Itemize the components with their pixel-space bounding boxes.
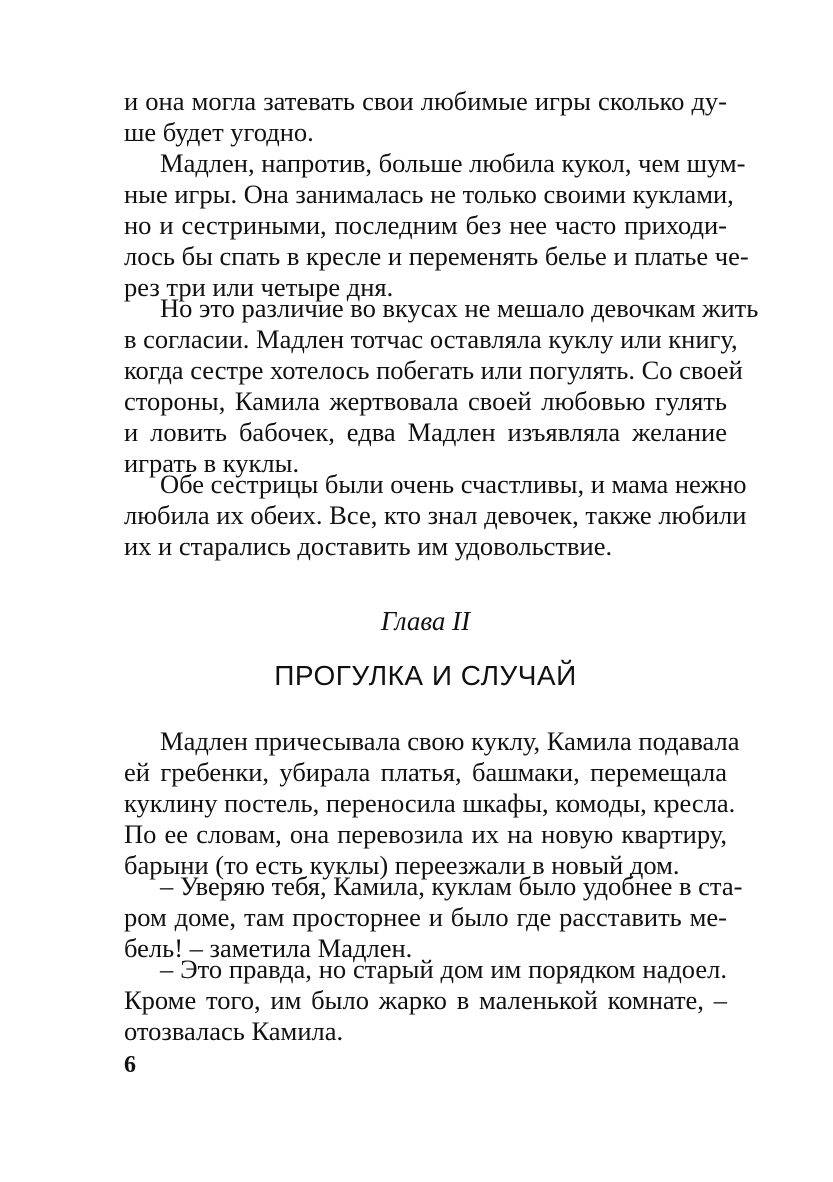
paragraph-line: любила их обеих. Все, кто знал девочек, также любили	[124, 500, 747, 530]
paragraph-line: рез три или четыре дня.	[124, 272, 394, 302]
paragraph-line: Обе сестрицы были очень счастливы, и мама нежно	[160, 469, 747, 499]
paragraph-line: ше будет угодно.	[124, 117, 314, 147]
paragraph-line: ром доме, там просторнее и было где расставить ме-	[124, 902, 727, 932]
paragraph-line: играть в куклы.	[124, 448, 300, 478]
paragraph-line: Мадлен причесывала свою куклу, Камила подавала	[160, 726, 740, 756]
paragraph-line: и она могла затевать свои любимые игры сколько ду-	[124, 86, 727, 116]
paragraph-line: но и сестриными, последним без нее часто приходи-	[124, 210, 727, 240]
paragraph-line: Кроме того, им было жарко в маленькой комнате, –	[124, 985, 727, 1015]
paragraph-line: в согласии. Мадлен тотчас оставляла куклу или книгу,	[124, 324, 738, 354]
paragraph-line: Мадлен, напротив, больше любила кукол, чем шум-	[160, 148, 746, 178]
paragraph-line: отозвалась Камила.	[124, 1016, 344, 1046]
paragraph-line: и ловить бабочек, едва Мадлен изъявляла желание	[124, 417, 727, 447]
paragraph-line: лось бы спать в кресле и переменять белье и платье че-	[124, 241, 749, 271]
paragraph-line: барыни (то есть куклы) переезжали в новый дом.	[124, 850, 680, 880]
chapter-label: Глава II	[380, 606, 471, 636]
page-number: 6	[124, 1052, 136, 1078]
paragraph-line: – Уверяю тебя, Камила, куклам было удобнее в ста-	[160, 871, 743, 901]
paragraph-line: их и старались доставить им удовольствие.	[124, 531, 613, 561]
paragraph-line: куклину постель, переносила шкафы, комоды, кресла.	[124, 788, 736, 818]
paragraph-line: стороны, Камила жертвовала своей любовью гулять	[124, 386, 727, 416]
paragraph-line: По ее словам, она перевозила их на новую квартиру,	[124, 819, 727, 849]
paragraph-line: Но это различие во вкусах не мешало девочкам жить	[160, 293, 759, 323]
paragraph-line: – Это правда, но старый дом им порядком надоел.	[160, 954, 727, 984]
chapter-title: ПРОГУЛКА И СЛУЧАЙ	[274, 660, 577, 691]
paragraph-line: ей гребенки, убирала платья, башмаки, перемещала	[124, 757, 727, 787]
paragraph-line: бель! – заметила Мадлен.	[124, 933, 413, 963]
paragraph-line: когда сестре хотелось побегать или погулять. Со своей	[124, 355, 743, 385]
paragraph-line: ные игры. Она занималась не только своими куклами,	[124, 179, 734, 209]
